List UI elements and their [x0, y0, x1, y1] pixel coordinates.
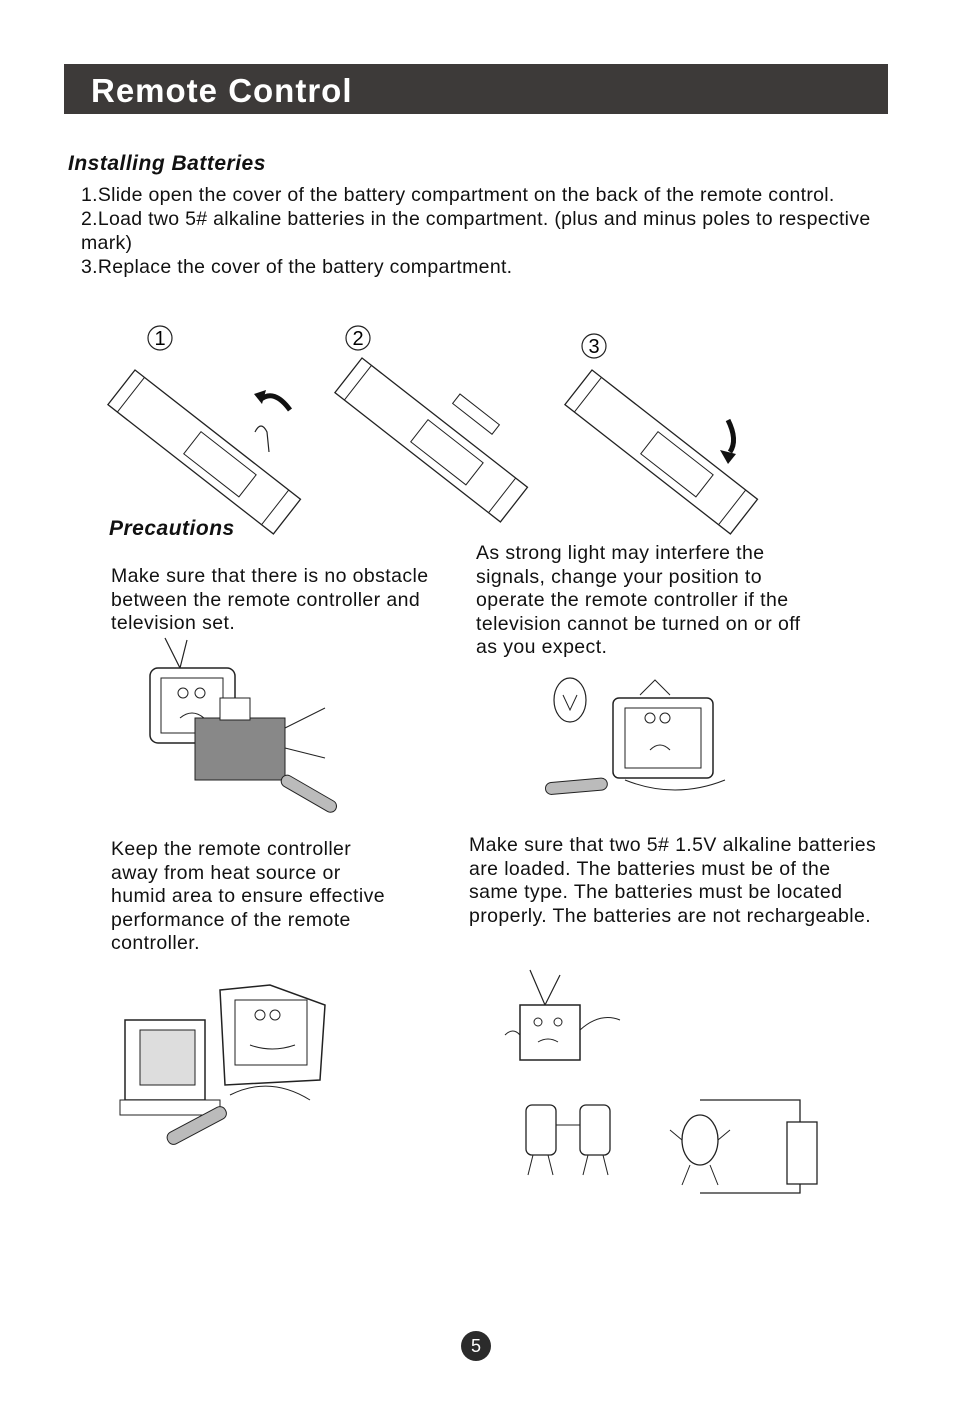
figure-label-3: 3 [588, 336, 600, 358]
step-1: 1.Slide open the cover of the battery compartment on the back of the remote control. [81, 184, 835, 206]
tv-heat-source-illustration [120, 975, 350, 1145]
tv-strong-light-illustration [545, 670, 755, 810]
precaution-obstacle-text: Make sure that there is no obstacle between the remote controller and television set. [111, 565, 429, 634]
tv-toaster-obstacle-illustration [125, 638, 355, 808]
installing-batteries-heading: Installing Batteries [68, 152, 266, 175]
page-number: 5 [461, 1331, 491, 1361]
step-3-illustration [570, 330, 770, 530]
step-2: 2.Load two 5# alkaline batteries in the compartment. (plus and minus poles to respective mark) [81, 208, 871, 254]
figure-label-2: 2 [352, 328, 364, 350]
battery-circuit-illustration [670, 1085, 830, 1195]
step-3: 3.Replace the cover of the battery compartment. [81, 256, 513, 278]
precaution-heat-text: Keep the remote controller away from heat source or humid area to ensure effective performance of the remote controller. [111, 838, 385, 954]
step-2-illustration [340, 322, 540, 522]
precautions-heading: Precautions [109, 517, 235, 540]
title-bar [64, 64, 888, 114]
precaution-batteries-text: Make sure that two 5# 1.5V alkaline batteries are loaded. The batteries must be of the same type. The batteries must be located properly. The batteries are not rechargeable. [469, 834, 877, 927]
page-title: Remote Control [91, 72, 353, 109]
precaution-light-text: As strong light may interfere the signals, change your position to operate the remote controller if the television cannot be turned on or off as you expect. [476, 542, 801, 658]
installation-steps [81, 183, 881, 279]
step-1-illustration [120, 322, 320, 522]
figure-label-1: 1 [154, 328, 166, 350]
tv-character-illustration [505, 970, 635, 1070]
two-batteries-illustration [518, 1095, 628, 1185]
